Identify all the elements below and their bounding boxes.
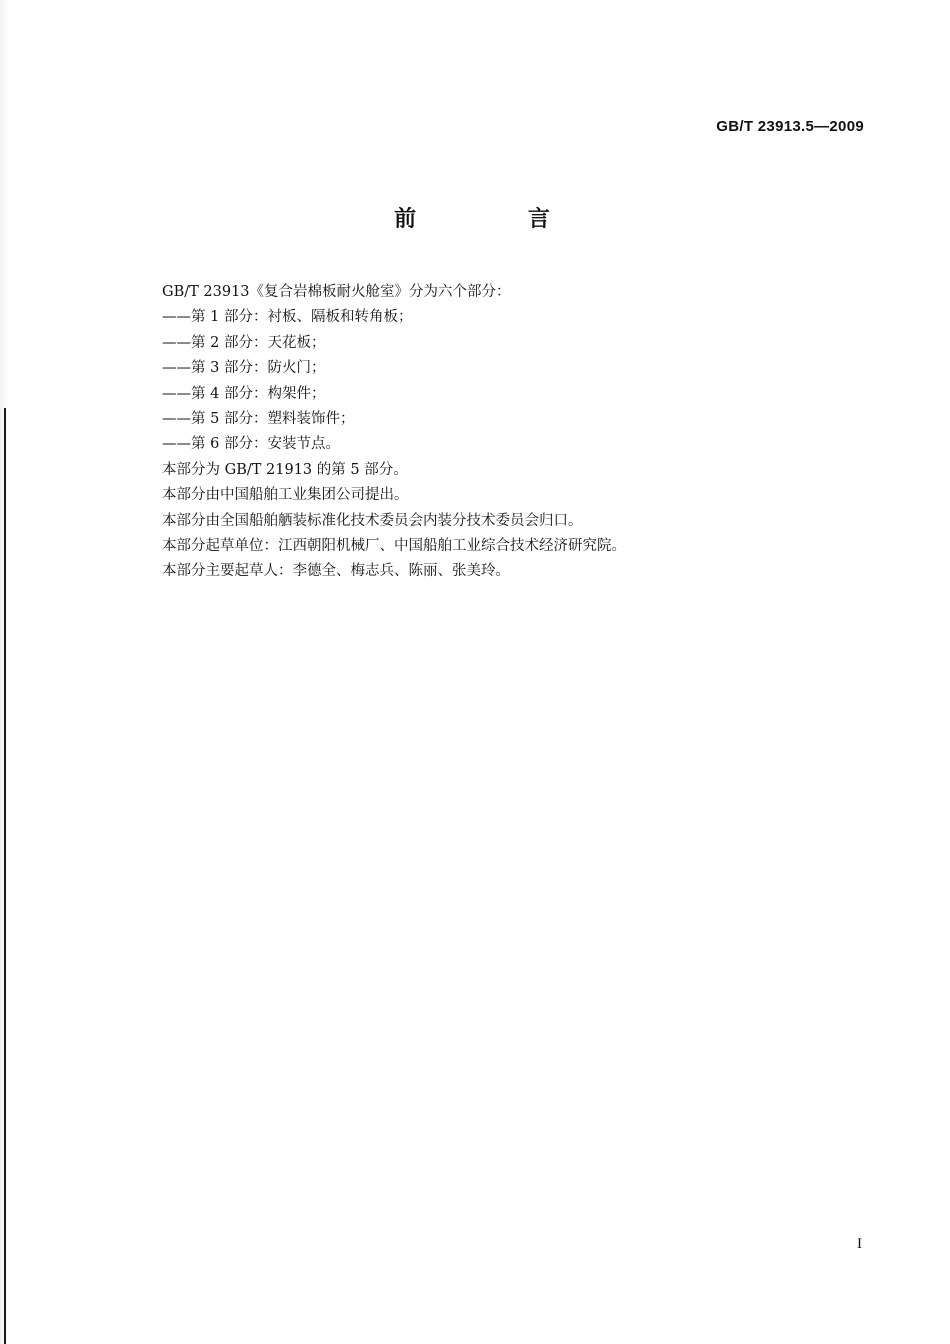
standard-code: GB/T 23913.5—2009 (716, 118, 864, 135)
scan-binding-line (4, 408, 6, 1344)
statement-line: 本部分由中国船舶工业集团公司提出。 (162, 487, 409, 504)
intro-line: GB/T 23913《复合岩棉板耐火舱室》分为六个部分： (162, 284, 511, 300)
part-list-item: ——第 2 部分：天花板； (162, 334, 326, 351)
statement-line: 本部分由全国船舶舾装标准化技术委员会内装分技术委员会归口。 (162, 512, 583, 529)
part-list-item: ——第 1 部分：衬板、隔板和转角板； (162, 309, 413, 326)
part-list-item: ——第 3 部分：防火门； (162, 360, 326, 377)
page-number: I (857, 1236, 862, 1252)
page-title: 前 言 (394, 207, 602, 232)
statement-line: 本部分起草单位：江西朝阳机械厂、中国船舶工业综合技术经济研究院。 (162, 537, 626, 554)
foreword-body (162, 280, 882, 585)
statement-line: 本部分为 GB/T 21913 的第 5 部分。 (162, 461, 408, 478)
part-list-item: ——第 6 部分：安装节点。 (162, 436, 340, 453)
part-list-item: ——第 4 部分：构架件； (162, 385, 326, 402)
statement-line: 本部分主要起草人：李德全、梅志兵、陈丽、张美玲。 (162, 563, 510, 580)
part-list-item: ——第 5 部分：塑料装饰件； (162, 410, 355, 427)
